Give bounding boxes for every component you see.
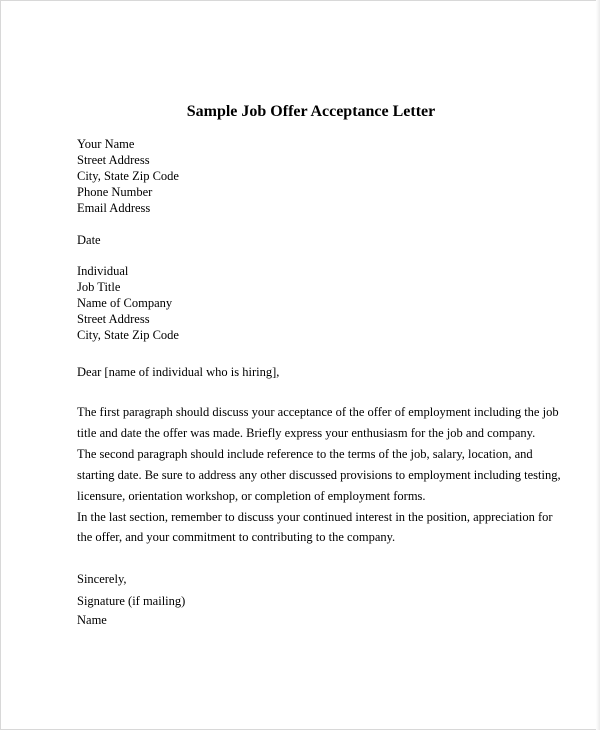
body-line: licensure, orientation workshop, or completion of employment forms. <box>77 489 426 503</box>
letter-date: Date <box>77 233 101 247</box>
sender-city: City, State Zip Code <box>77 169 179 183</box>
letter-title: Sample Job Offer Acceptance Letter <box>186 103 436 120</box>
body-line: starting date. Be sure to address any other discussed provisions to employment including testing, <box>77 468 561 482</box>
sender-phone: Phone Number <box>77 185 153 199</box>
body-line: The second paragraph should include reference to the terms of the job, salary, location, and <box>77 447 533 461</box>
sender-name: Your Name <box>77 137 135 151</box>
sender-street: Street Address <box>77 153 150 167</box>
recipient-individual: Individual <box>77 264 129 278</box>
body-line: The first paragraph should discuss your acceptance of the offer of employment including the job <box>77 405 559 419</box>
salutation: Dear [name of individual who is hiring], <box>77 365 280 379</box>
body-line: title and date the offer was made. Briefly express your enthusiasm for the job and company. <box>77 426 536 440</box>
recipient-street: Street Address <box>77 312 150 326</box>
closing-name: Name <box>77 613 107 627</box>
sender-email: Email Address <box>77 201 151 215</box>
page-edge-shadow <box>596 0 600 730</box>
closing-signature: Signature (if mailing) <box>77 594 186 608</box>
recipient-city: City, State Zip Code <box>77 328 179 342</box>
closing-sincerely: Sincerely, <box>77 572 127 586</box>
recipient-job-title: Job Title <box>77 280 121 294</box>
recipient-company: Name of Company <box>77 296 173 310</box>
body-line: the offer, and your commitment to contributing to the company. <box>77 530 396 544</box>
body-line: In the last section, remember to discuss your continued interest in the position, appreciation for <box>77 510 553 524</box>
